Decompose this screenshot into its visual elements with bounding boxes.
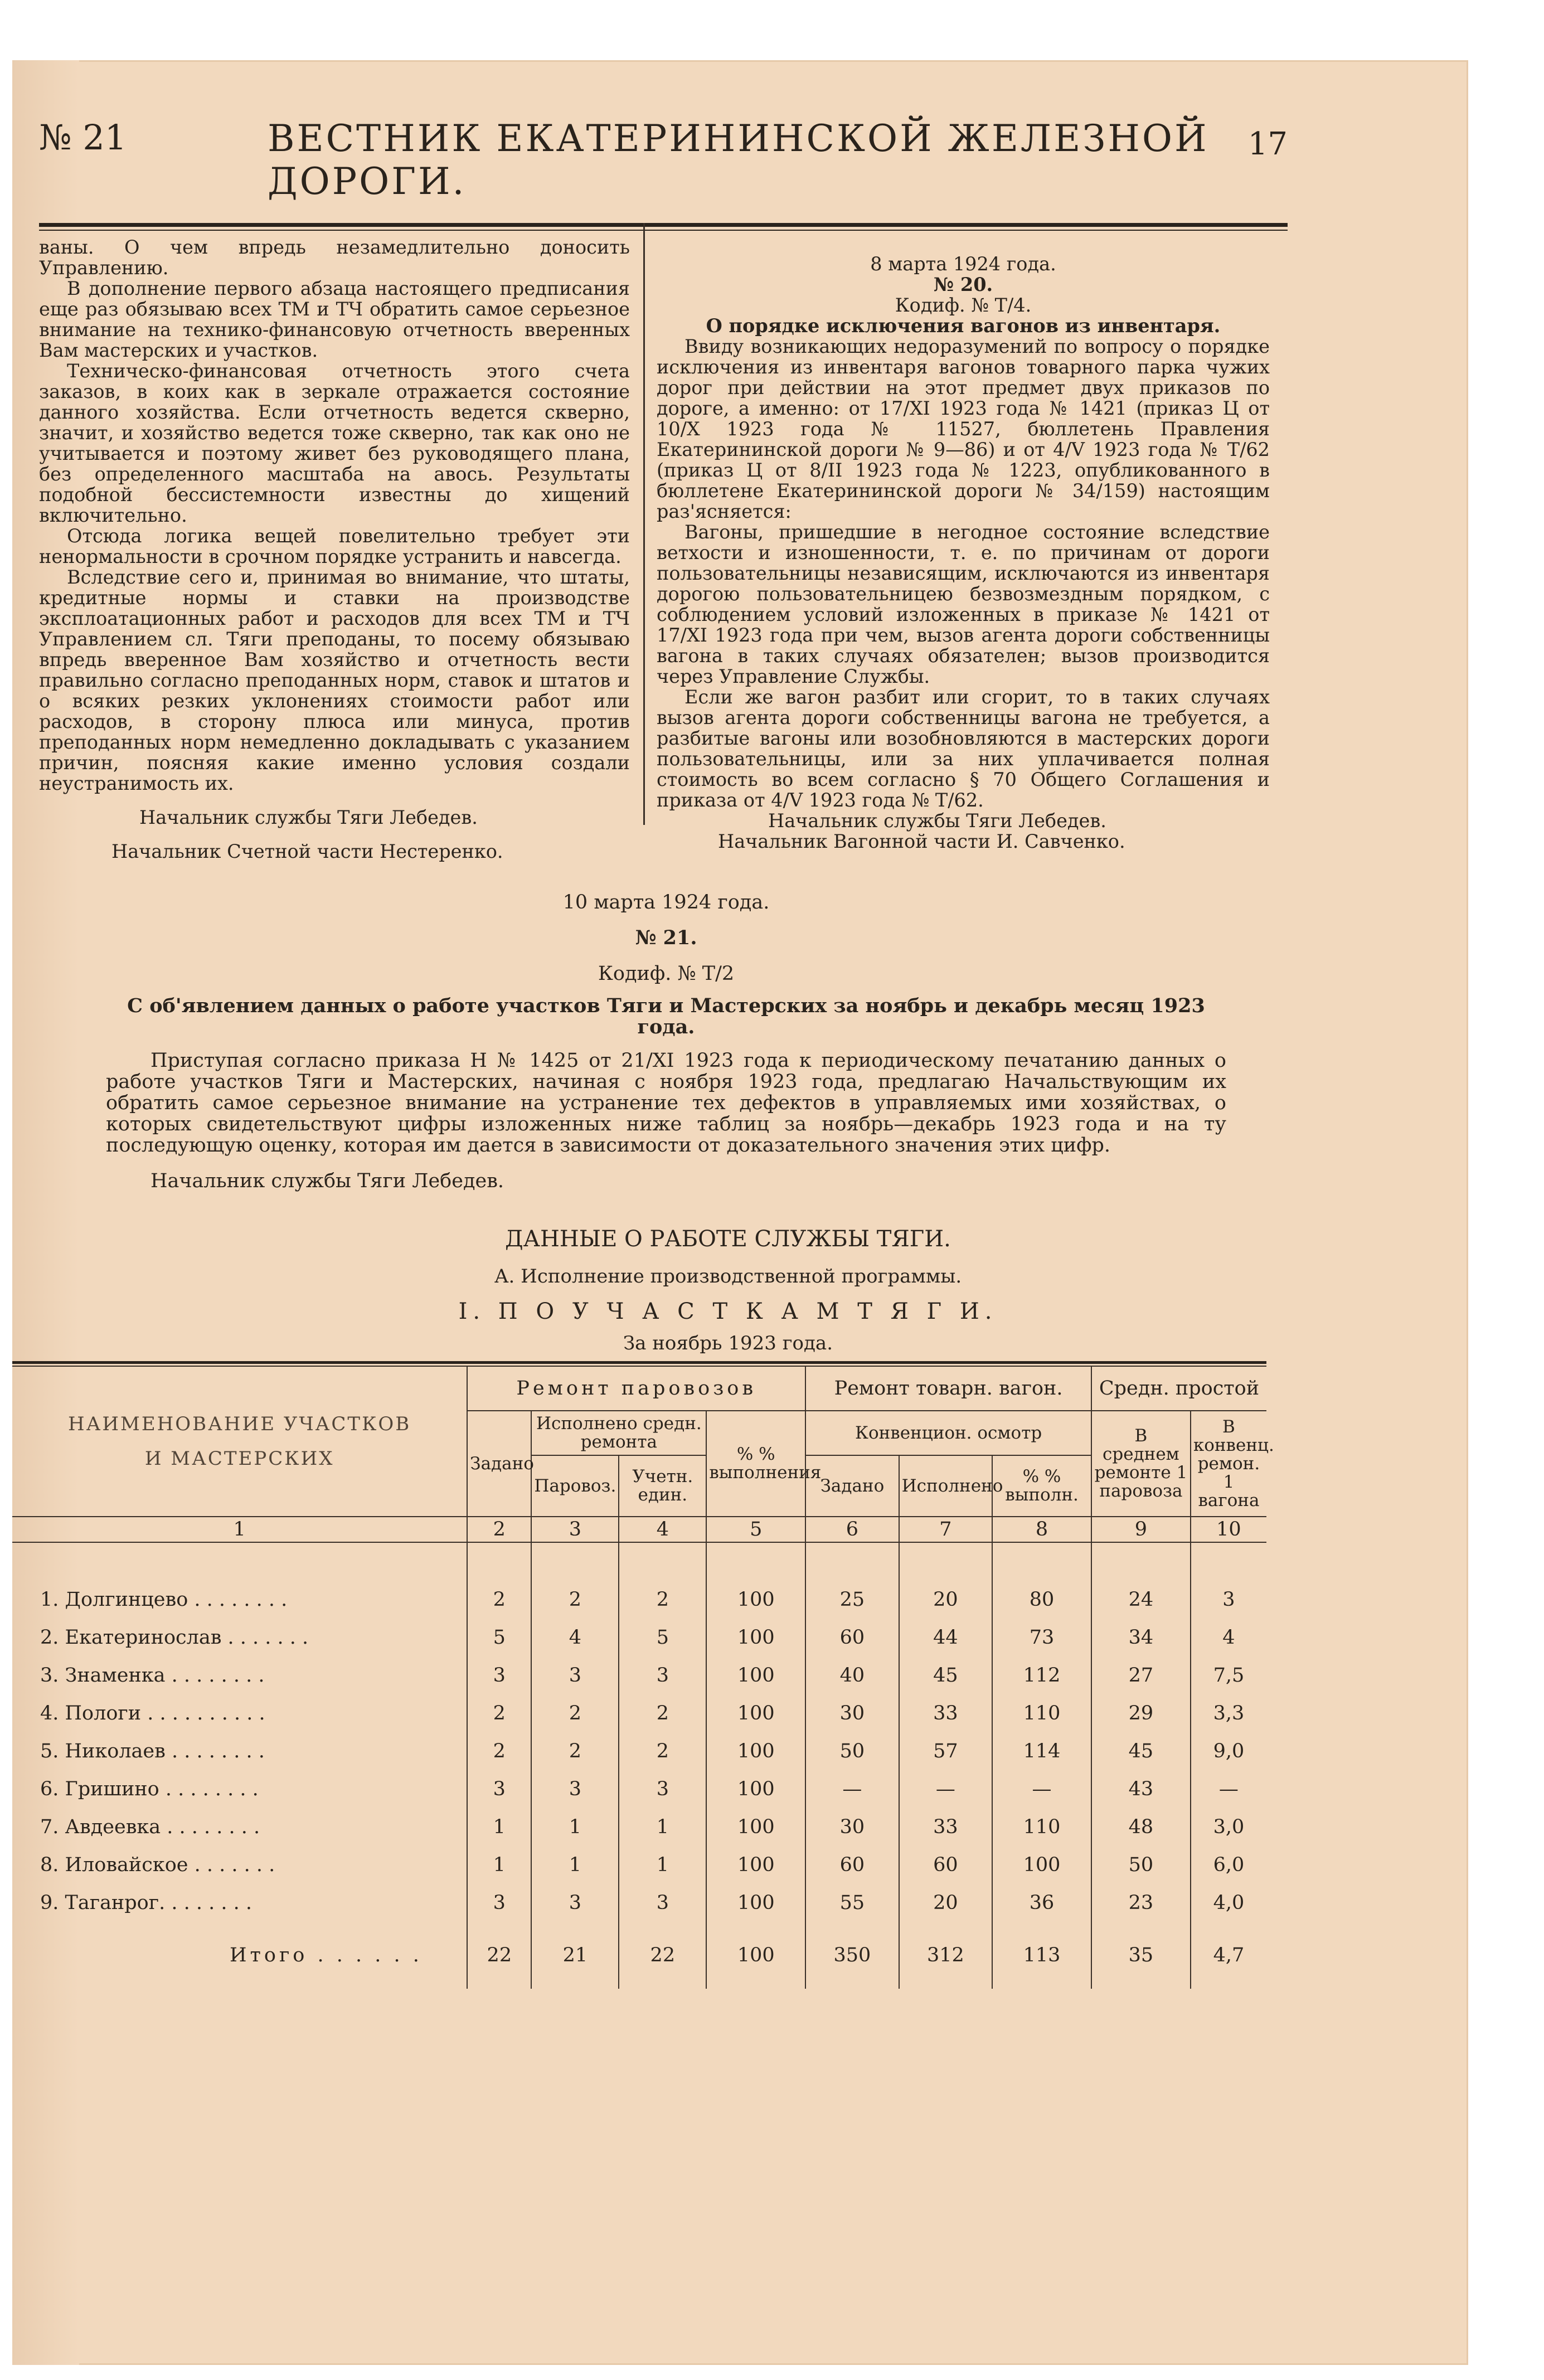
row-value-cell: 22 [619,1922,706,1989]
row-value-cell: 100 [706,1884,805,1922]
order-21 [106,892,1226,1192]
row-value-cell: 48 [1091,1808,1191,1846]
col-number: 10 [1191,1517,1266,1542]
table-row [12,1657,1266,1694]
masthead-thin-rule [39,230,1288,231]
row-name-cell: 3. Знаменка . . . . . . . . [40,1664,265,1687]
col-number: 7 [899,1517,992,1542]
row-value-cell: — [992,1770,1091,1808]
row-name-cell: 2. Екатеринослав . . . . . . . [40,1626,309,1649]
header-idle-loco: В среднем ремонте 1 паровоза [1091,1411,1191,1517]
row-value-cell: 1 [619,1846,706,1884]
signature-chief-traction: Начальник службы Тяги Лебедев. [139,807,478,828]
header-name [12,1366,467,1517]
row-name-cell: 9. Таганрог. . . . . . . . [40,1892,252,1914]
row-value-cell: 2 [619,1732,706,1770]
row-value-cell: 36 [992,1884,1091,1922]
row-value-cell: — [899,1770,992,1808]
issue-number: № 21 [39,117,127,158]
header-name-line2: И МАСТЕРСКИХ [144,1448,334,1470]
row-value-cell: 1 [619,1808,706,1846]
row-value-cell: 7,5 [1191,1657,1266,1694]
row-value-cell: 34 [1091,1619,1191,1657]
row-name-cell: Итого . . . . . . [230,1944,423,1966]
header-pct-done: % % выполнения [706,1411,805,1517]
row-value-cell: 1 [531,1846,619,1884]
column-number-row [12,1517,1266,1542]
right-paragraph: Ввиду возникающих недоразумений по вопросу о порядке исключения из инвентаря вагонов товарного парка чужих дорог при действии на этот предмет двух приказов по дороге, а именно: от 17/XI 1923 года № 1421 (приказ Ц от 10/X 1923 года № 11527, бюллетень Правления Екатерининской дороги № 9—86) и от 4/V 1923 года № Т/62 (приказ Ц от 8/II 1923 года № 1223, опубликованного в бюллетене Екатерининской дороги № 34/159) настоящим раз'ясняется: [657,336,1270,522]
header-engines: Паровоз. [531,1455,619,1517]
row-value-cell: 30 [805,1694,899,1732]
row-value-cell: 5 [619,1619,706,1657]
row-name-cell: 1. Долгинцево . . . . . . . . [40,1589,288,1611]
row-value-cell: 2 [619,1581,706,1619]
right-paragraph: Если же вагон разбит или сгорит, то в таких случаях вызов агента дороги собственницы вагона не требуется, а разбитые вагоны или возобновляются в мастерских дороги пользовательницы, или за них уплачивается полная стоимость во всем согласно § 70 Общего Соглашения и приказа от 4/V 1923 года № Т/62. [657,686,1270,811]
row-value-cell: 2 [531,1581,619,1619]
header-assigned: Задано [467,1411,531,1517]
row-value-cell: 44 [899,1619,992,1657]
row-value-cell: 29 [1091,1694,1191,1732]
table-top-rule [12,1361,1266,1364]
page-number: 17 [1247,126,1288,162]
col-number: 8 [992,1517,1091,1542]
row-value-cell: 33 [899,1694,992,1732]
row-value-cell: 100 [706,1619,805,1657]
header-c-pct: % % выполн. [992,1455,1091,1517]
row-value-cell: 100 [706,1694,805,1732]
row-value-cell: 2 [467,1694,531,1732]
header-idle: Средн. простой [1091,1366,1266,1411]
row-value-cell: 3 [467,1657,531,1694]
column-divider [643,223,645,825]
masthead-rule [39,223,1288,227]
row-value-cell: 50 [1091,1846,1191,1884]
row-value-cell: 2 [531,1732,619,1770]
table-body [12,1581,1266,1989]
row-value-cell: 60 [899,1846,992,1884]
row-value-cell: 21 [531,1922,619,1989]
order21-date: 10 марта 1924 года. [562,891,770,914]
row-value-cell: 1 [531,1808,619,1846]
row-value-cell: 3,0 [1191,1808,1266,1846]
col-number: 1 [12,1517,467,1542]
row-value-cell: 100 [992,1846,1091,1884]
statistics-table-wrapper [12,1366,1274,1966]
order21-body: Приступая согласно приказа Н № 1425 от 21/XI 1923 года к периодическому печатанию данных о работе участков Тяги и Мастерских, начиная с ноября 1923 года, предлагаю Начальствующим их обратить самое серьезное внимание на устранение тех дефектов в управляемых ими хозяйствах, о которых свидетельствуют цифры изложенных ниже таблиц за ноябрь—декабрь 1923 года и на ту последующую оценку, которая им дается в зависимости от доказательного значения этих цифр. [106,1050,1226,1157]
left-paragraph: Вследствие сего и, принимая во внимание, что штаты, кредитные нормы и ставки на производстве эксплоатационных работ и расходов для всех ТМ и ТЧ Управлением сл. Тяги преподаны, то посему обязываю впредь вверенное Вам хозяйство и отчетность вести правильно согласно преподанных норм, ставок и штатов и о всяких резких уклонениях стоимости работ или расходов, в сторону плюса или минуса, против преподанных норм немедленно докладывать с указанием причин, поясняя какие именно условия создали неустранимость их. [39,566,630,794]
statistics-table [12,1366,1274,1989]
row-value-cell: 22 [467,1922,531,1989]
row-value-cell: 3 [467,1884,531,1922]
row-value-cell: — [805,1770,899,1808]
row-value-cell: 20 [899,1884,992,1922]
col-number: 4 [619,1517,706,1542]
row-value-cell: 2 [467,1581,531,1619]
header-done-avg: Исполнено средн. ремонта [531,1411,706,1455]
row-value-cell: 9,0 [1191,1732,1266,1770]
order21-codif: Кодиф. № Т/2 [598,963,735,985]
order20-codif: Кодиф. № Т/4. [895,294,1032,316]
row-name-cell: 6. Гришино . . . . . . . . [40,1778,259,1800]
row-value-cell: 4 [1191,1619,1266,1657]
row-value-cell: 55 [805,1884,899,1922]
row-value-cell: 100 [706,1581,805,1619]
row-value-cell: 100 [706,1808,805,1846]
row-value-cell: 43 [1091,1770,1191,1808]
order20-subject: О порядке исключения вагонов из инвентаря. [706,315,1221,337]
row-value-cell: 4,0 [1191,1884,1266,1922]
journal-title: ВЕСТНИК ЕКАТЕРИНИНСКОЙ ЖЕЛЕЗНОЙ ДОРОГИ. [268,117,1209,203]
row-value-cell: 23 [1091,1884,1191,1922]
row-value-cell: 27 [1091,1657,1191,1694]
right-column [657,254,1270,852]
row-value-cell: 3 [619,1884,706,1922]
row-name-cell: 7. Авдеевка . . . . . . . . [40,1816,260,1838]
table-row [12,1846,1266,1884]
header-c-assigned: Задано [805,1455,899,1517]
row-value-cell: 1 [467,1808,531,1846]
row-value-cell: 112 [992,1657,1091,1694]
row-name-cell: 8. Иловайское . . . . . . . [40,1854,275,1876]
row-value-cell: 110 [992,1694,1091,1732]
masthead [39,117,1288,203]
col-number: 5 [706,1517,805,1542]
row-value-cell: 50 [805,1732,899,1770]
row-value-cell: 2 [619,1694,706,1732]
header-units: Учетн. един. [619,1455,706,1517]
row-value-cell: 312 [899,1922,992,1989]
row-name-cell: 4. Пологи . . . . . . . . . . [40,1702,265,1725]
order20-number: № 20. [933,274,993,295]
row-value-cell: 45 [1091,1732,1191,1770]
row-value-cell: 4 [531,1619,619,1657]
row-value-cell: 4,7 [1191,1922,1266,1989]
header-wagon-repair: Ремонт товарн. вагон. [805,1366,1091,1411]
row-name-cell: 5. Николаев . . . . . . . . [40,1740,265,1762]
left-paragraph: Отсюда логика вещей повелительно требует эти ненормальности в срочном порядке устранить и навсегда. [39,525,630,567]
row-value-cell: 113 [992,1922,1091,1989]
row-value-cell: 73 [992,1619,1091,1657]
row-value-cell: 3 [531,1884,619,1922]
row-value-cell: 60 [805,1619,899,1657]
table-row [12,1581,1266,1619]
row-value-cell: 110 [992,1808,1091,1846]
row-value-cell: 40 [805,1657,899,1694]
left-paragraph: В дополнение первого абзаца настоящего предписания еще раз обязываю всех ТМ и ТЧ обратить самое серьезное внимание на технико-финансовую отчетность вверенных Вам мастерских и участков. [39,278,630,361]
row-value-cell: 100 [706,1846,805,1884]
header-c-done: Исполнено [899,1455,992,1517]
table-row [12,1732,1266,1770]
row-value-cell: 6,0 [1191,1846,1266,1884]
row-value-cell: 100 [706,1922,805,1989]
row-value-cell: 60 [805,1846,899,1884]
row-value-cell: 24 [1091,1581,1191,1619]
table-row [12,1884,1266,1922]
table-row [12,1694,1266,1732]
table-row [12,1770,1266,1808]
header-convention: Конвенцион. осмотр [805,1411,1091,1455]
section-part: I. П О У Ч А С Т К А М Т Я Г И. [458,1299,998,1324]
order21-subject: С об'явлением данных о работе участков Тяги и Мастерских за ноябрь и декабрь месяц 1923 года. [127,994,1205,1038]
section-subtitle: А. Исполнение производственной программы. [494,1265,962,1288]
section-title: ДАННЫЕ О РАБОТЕ СЛУЖБЫ ТЯГИ. [505,1226,951,1252]
row-value-cell: 100 [706,1732,805,1770]
left-paragraph: ваны. О чем впредь незамедлительно доносить Управлению. [39,236,630,279]
col-number: 2 [467,1517,531,1542]
col-number: 9 [1091,1517,1191,1542]
row-value-cell: 3 [531,1657,619,1694]
left-paragraph: Техническо-финансовая отчетность этого счета заказов, в коих как в зеркале отражается состояние данного хозяйства. Если отчетность ведется скверно, значит, и хозяйство ведется тоже скверно, так как оно не учитывается и поэтому живет без руководящего плана, без определенного масштаба на авось. Результаты подобной бессистемности известны до хищений включительно. [39,360,630,526]
row-value-cell: 5 [467,1619,531,1657]
table-row [12,1619,1266,1657]
table-total-row [12,1922,1266,1989]
row-value-cell: 3 [467,1770,531,1808]
row-value-cell: 3 [619,1657,706,1694]
row-value-cell: 57 [899,1732,992,1770]
header-loco-repair: Ремонт паровозов [467,1366,805,1411]
col-number: 6 [805,1517,899,1542]
section-period: За ноябрь 1923 года. [623,1332,833,1354]
table-row [12,1808,1266,1846]
row-value-cell: 30 [805,1808,899,1846]
row-value-cell: 350 [805,1922,899,1989]
row-value-cell: 35 [1091,1922,1191,1989]
row-value-cell: 20 [899,1581,992,1619]
row-value-cell: 100 [706,1770,805,1808]
row-value-cell: 25 [805,1581,899,1619]
signature-chief-traction: Начальник службы Тяги Лебедев. [768,810,1106,832]
row-value-cell: 100 [706,1657,805,1694]
row-value-cell: 1 [467,1846,531,1884]
row-value-cell: 3 [619,1770,706,1808]
row-value-cell: 3 [531,1770,619,1808]
row-value-cell: 2 [467,1732,531,1770]
signature-accounting: Начальник Счетной части Нестеренко. [111,841,503,862]
row-value-cell: 80 [992,1581,1091,1619]
row-value-cell: 3,3 [1191,1694,1266,1732]
col-number: 3 [531,1517,619,1542]
right-paragraph: Вагоны, пришедшие в негодное состояние вследствие ветхости и изношенности, т. е. по причинам от дороги пользовательницы независящим, исключаются из инвентаря дорогою пользовательницею безвозмездным порядком, с соблюдением условий изложенных в приказе № 1421 от 17/XI 1923 года при чем, вызов агента дороги собственницы вагона в таких случаях обязателен; вызов производится через Управление Службы. [657,521,1270,687]
row-value-cell: 114 [992,1732,1091,1770]
row-value-cell: 45 [899,1657,992,1694]
header-idle-wagon: В конвенц. ремон. 1 вагона [1191,1411,1266,1517]
header-name-line1: НАИМЕНОВАНИЕ УЧАСТКОВ [67,1413,411,1435]
row-value-cell: — [1191,1770,1266,1808]
order21-signature: Начальник службы Тяги Лебедев. [150,1170,504,1192]
left-column [39,237,630,862]
order21-number: № 21. [635,926,697,949]
row-value-cell: 2 [531,1694,619,1732]
order20-date: 8 марта 1924 года. [870,253,1056,275]
signature-wagon-section: Начальник Вагонной части И. Савченко. [718,830,1125,852]
row-value-cell: 33 [899,1808,992,1846]
row-value-cell: 3 [1191,1581,1266,1619]
